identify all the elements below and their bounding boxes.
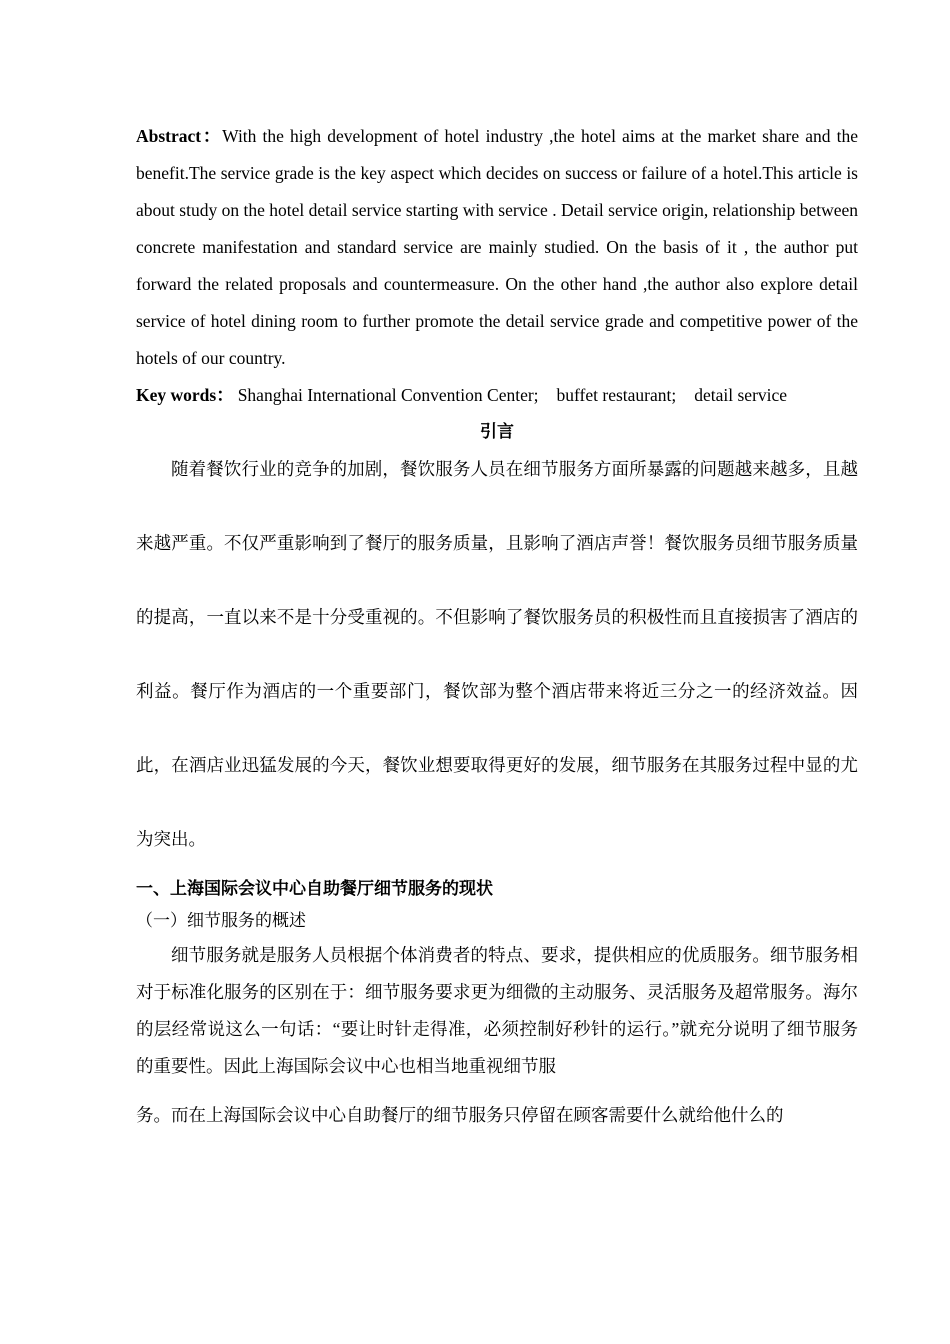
abstract-label: Abstract： [136,126,223,146]
intro-paragraph: 随着餐饮行业的竞争的加剧，餐饮服务人员在细节服务方面所暴露的问题越来越多，且越来越严重。不仅严重影响到了餐厅的服务质量，且影响了酒店声誉！餐饮服务员细节服务质量的提高，一直以来不是十分受重视的。不但影响了餐饮服务员的积极性而且直接损害了酒店的利益。餐厅作为酒店的一个重要部门，餐饮部为整个酒店带来将近三分之一的经济效益。因此，在酒店业迅猛发展的今天，餐饮业想要取得更好的发展，细节服务在其服务过程中显的尤为突出。 [136,460,858,850]
section-title: 一、上海国际会议中心自助餐厅细节服务的现状 [136,879,493,899]
keyword-item: Shanghai International Convention Center; [237,385,539,405]
continuation-paragraph: 务。而在上海国际会议中心自助餐厅的细节服务只停留在顾客需要什么就给他什么的 [136,1106,784,1126]
body-paragraph: 细节服务就是服务人员根据个体消费者的特点、要求，提供相应的优质服务。细节服务相对于标准化服务的区别在于：细节服务要求更为细微的主动服务、灵活服务及超常服务。海尔的层经常说这么一句话：“要让时针走得准，必须控制好秒针的运行。”就充分说明了细节服务的重要性。因此上海国际会议中心也相当地重视细节服 [136,945,858,1076]
document-page [136,118,858,1189]
keywords-label: Key words： [136,385,234,405]
keyword-item: detail service [694,385,788,405]
abstract-text: With the high development of hotel industry ,the hotel aims at the market share and the benefit.The service grade is the key aspect which decides on success or failure of a hotel.This article is about study on the hotel detail service starting with service . Detail service origin, relationship between concrete manifestation and standard service are mainly studied. On the basis of it , the author put forward the related proposals and countermeasure. On the other hand ,the author also explore detail service of hotel dining room to further promote the detail service grade and competitive power of the hotels of our country. [136,126,858,368]
keyword-item: buffet restaurant; [556,385,677,405]
subsection-title: （一）细节服务的概述 [136,911,306,930]
keywords-line [136,377,858,413]
intro-title: 引言 [480,422,514,442]
abstract-paragraph [136,118,858,377]
